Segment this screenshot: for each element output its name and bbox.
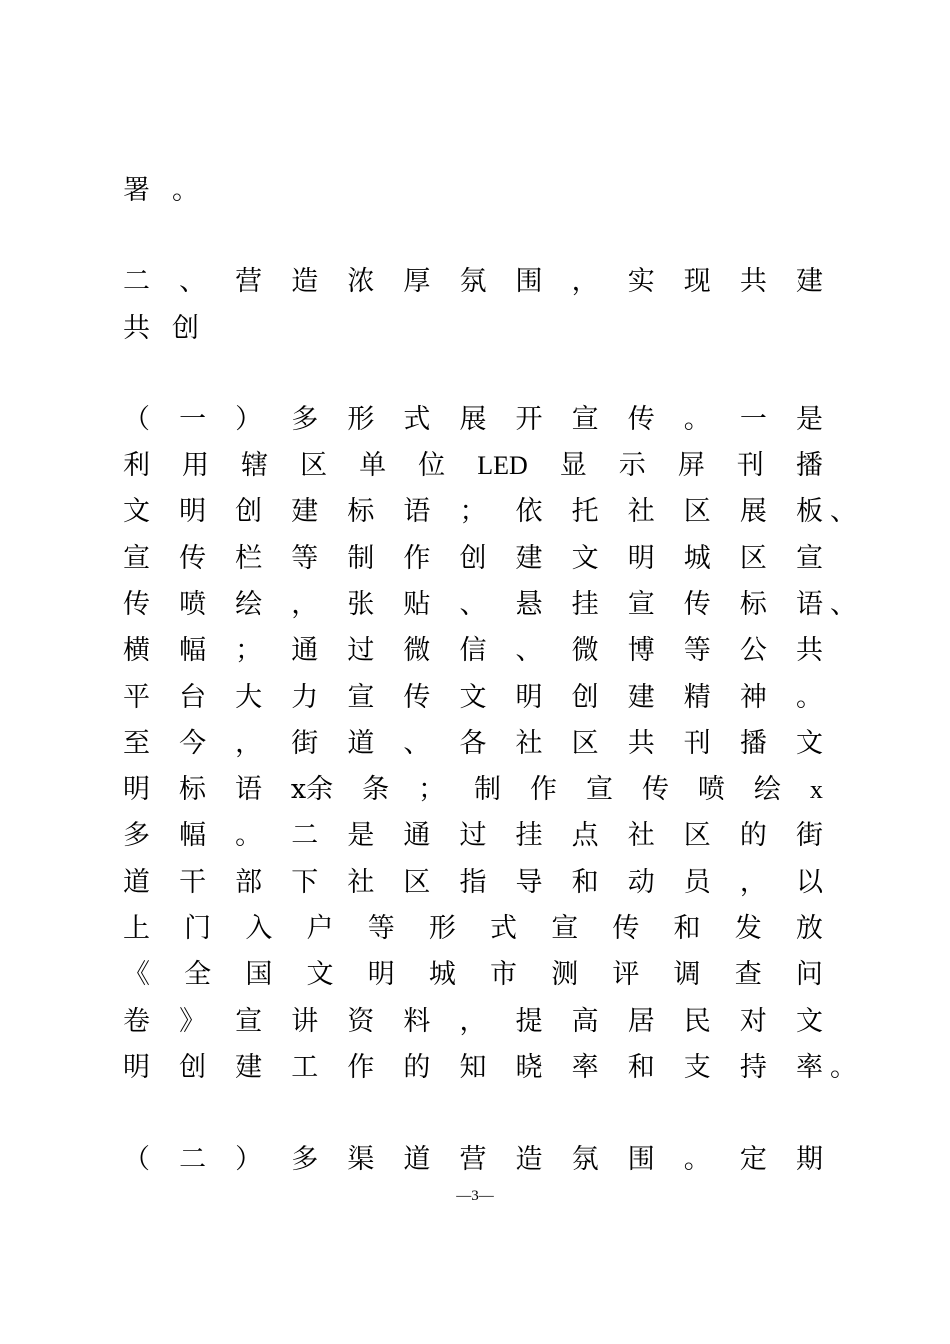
text-line: 道 干 部 下 社 区 指 导 和 动 员 ， 以 — [123, 867, 823, 898]
overhang-punctuation: 、 — [830, 496, 857, 527]
text-line: 明 标 语 x余 条 ； 制 作 宣 传 喷 绘 x — [123, 774, 823, 805]
overhang-punctuation: 、 — [830, 589, 857, 620]
text-line: 至 今 ， 街 道 、 各 社 区 共 刊 播 文 — [123, 728, 823, 759]
overhang-punctuation: 。 — [830, 1052, 857, 1083]
text-line: 传 喷 绘 ， 张 贴 、 悬 挂 宣 传 标 语 — [123, 589, 823, 620]
text-line: 署 。 — [123, 175, 199, 206]
text-line: 多 幅 。 二 是 通 过 挂 点 社 区 的 街 — [123, 820, 823, 851]
text-line: 上 门 入 户 等 形 式 宣 传 和 发 放 — [123, 913, 823, 944]
text-line: 宣 传 栏 等 制 作 创 建 文 明 城 区 宣 — [123, 543, 823, 574]
text-line: （ 二 ） 多 渠 道 营 造 氛 围 。 定 期 — [123, 1144, 823, 1175]
page-number: —3— — [456, 1188, 494, 1204]
text-line: 利 用 辖 区 单 位 LED 显 示 屏 刊 播 — [123, 450, 823, 481]
text-line: 横 幅 ； 通 过 微 信 、 微 博 等 公 共 — [123, 635, 823, 666]
text-line: （ 一 ） 多 形 式 展 开 宣 传 。 一 是 — [123, 404, 823, 435]
text-line: 共 创 — [123, 313, 199, 344]
text-line: 二 、 营 造 浓 厚 氛 围 ， 实 现 共 建 — [123, 266, 823, 297]
text-line: 明 创 建 工 作 的 知 晓 率 和 支 持 率 — [123, 1052, 823, 1083]
text-line: 平 台 大 力 宣 传 文 明 创 建 精 神 。 — [123, 682, 823, 713]
text-line: 卷 》 宣 讲 资 料 ， 提 高 居 民 对 文 — [123, 1006, 823, 1037]
text-line: 《 全 国 文 明 城 市 测 评 调 查 问 — [123, 959, 823, 990]
text-line: 文 明 创 建 标 语 ； 依 托 社 区 展 板 — [123, 496, 823, 527]
